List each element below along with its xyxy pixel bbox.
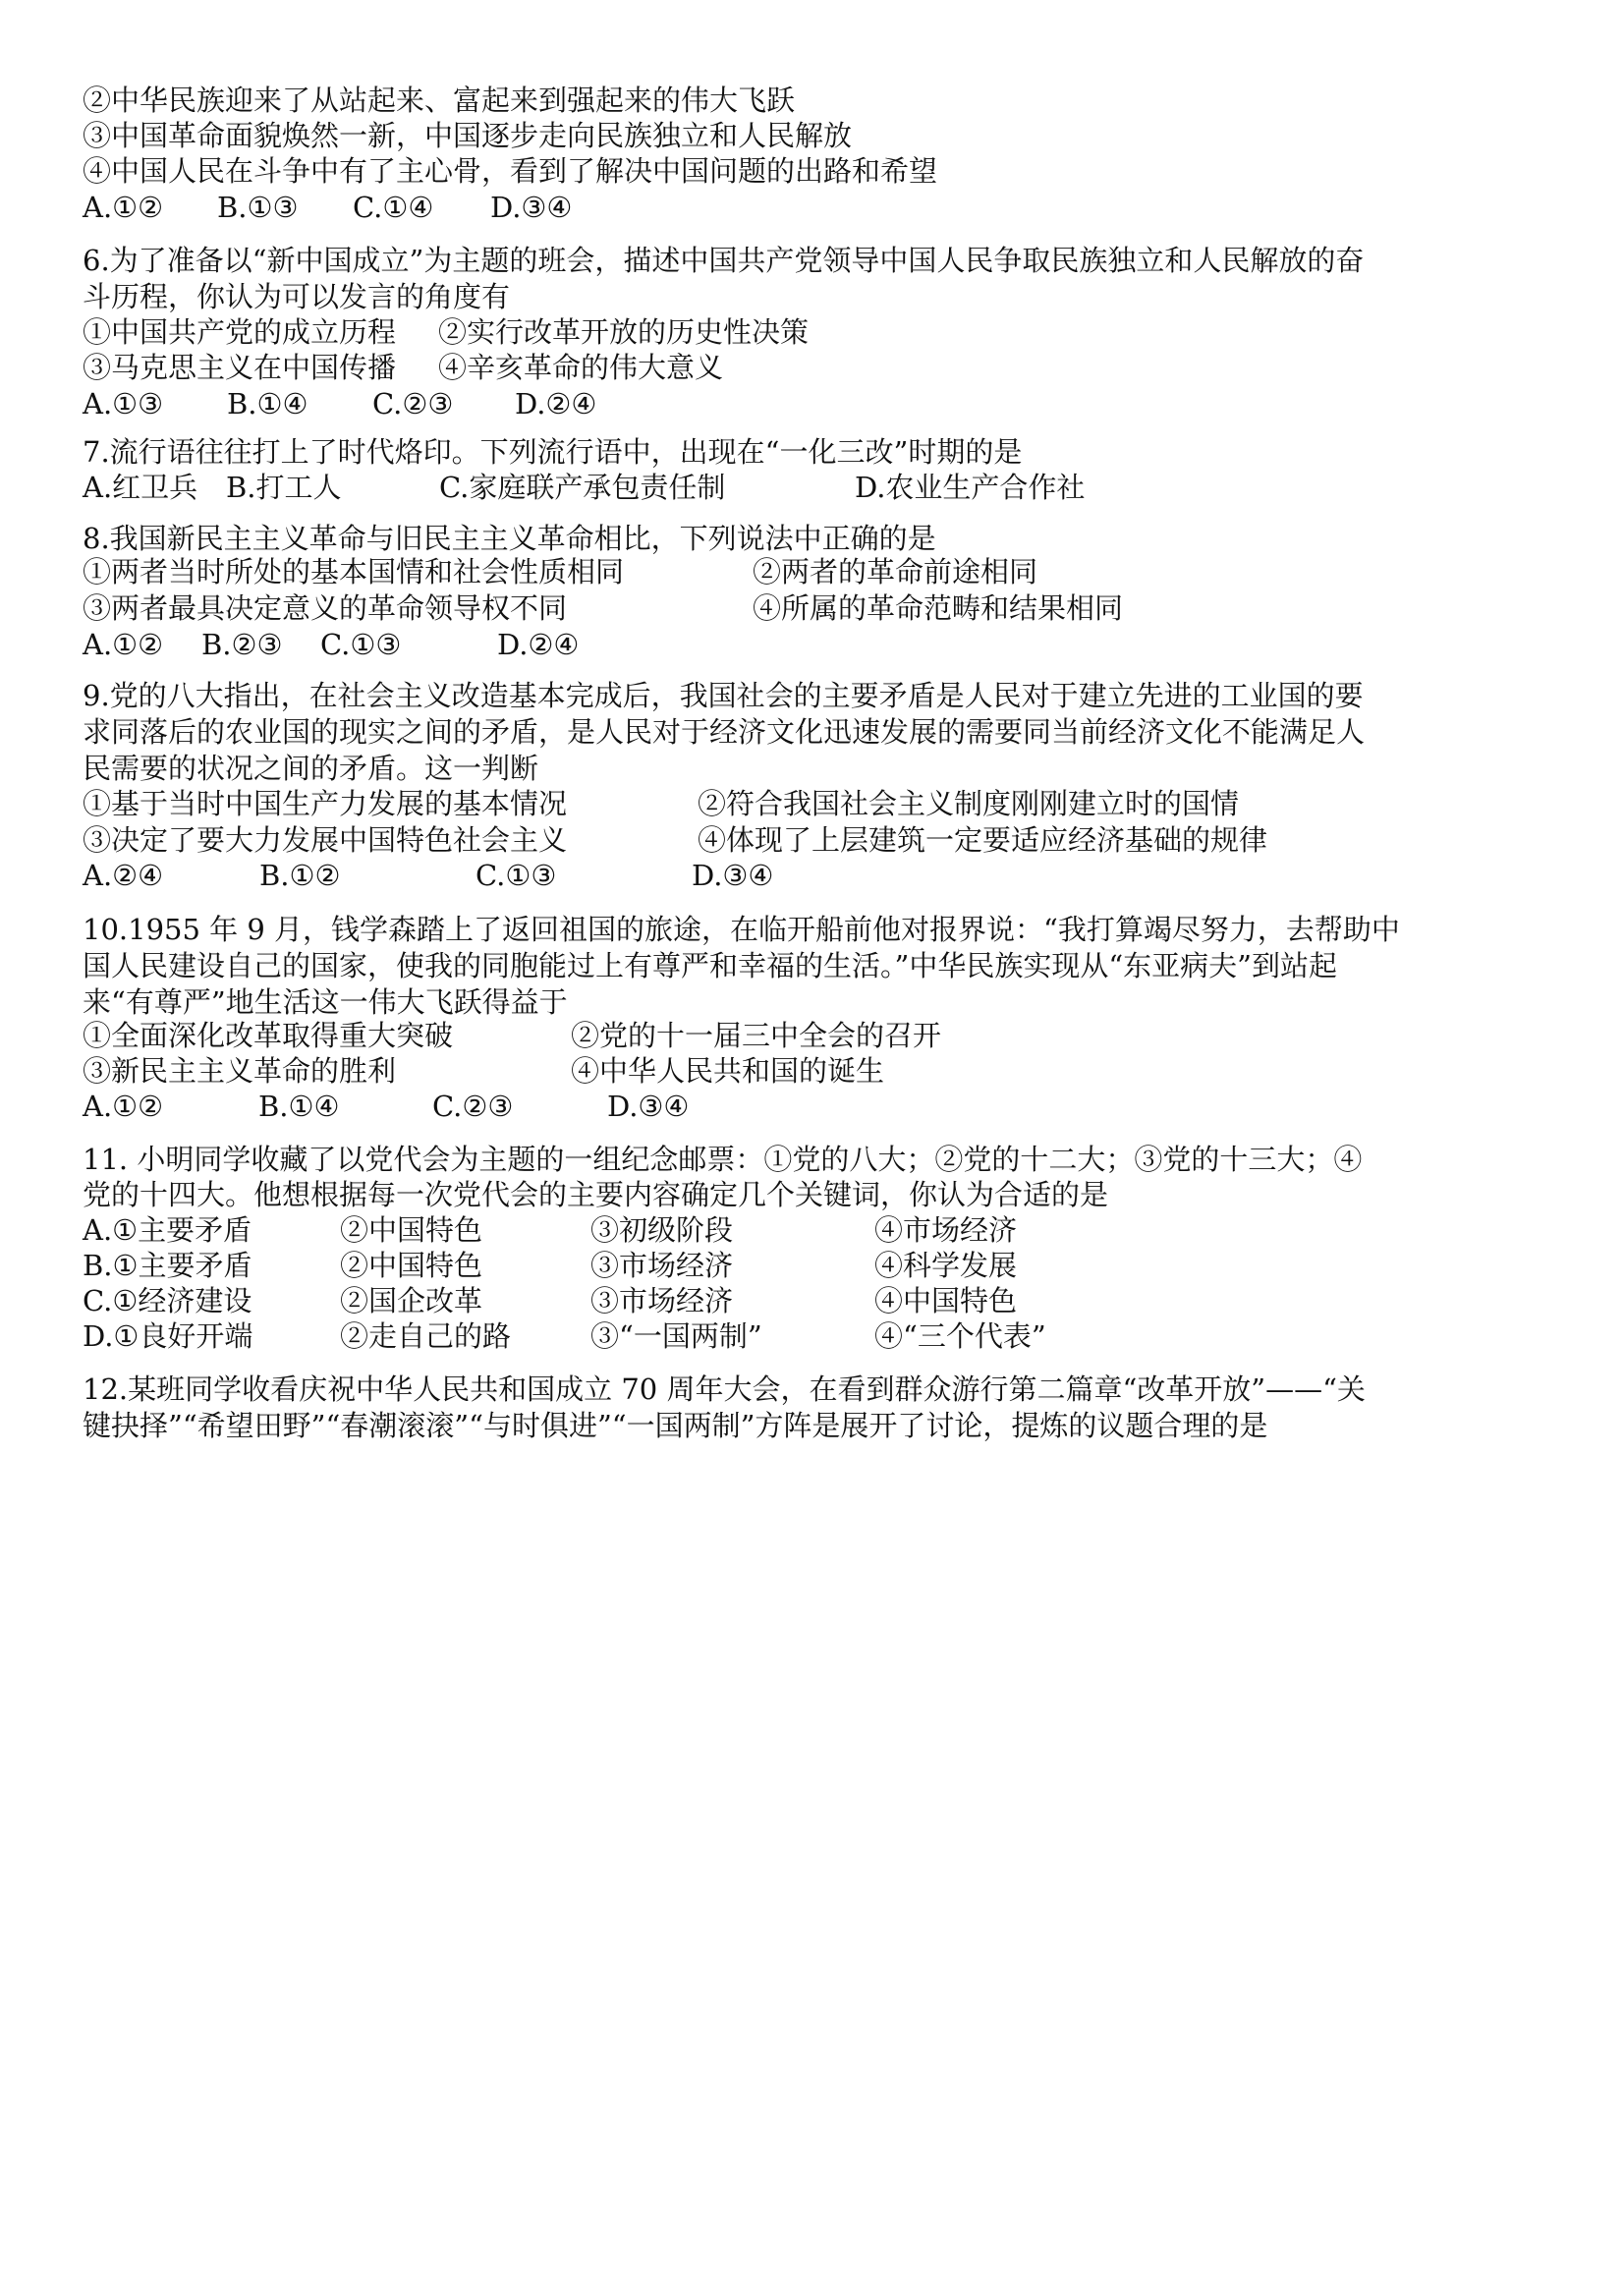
q11-a-item-3: ③初级阶段 xyxy=(590,1213,734,1247)
q5-option-2: ②中华民族迎来了从站起来、富起来到强起来的伟大飞跃 xyxy=(83,84,796,117)
q9-choice-b: B.①② xyxy=(259,859,341,892)
q8-choice-d: D.②④ xyxy=(497,628,580,661)
q11-d-item-1: D.①良好开端 xyxy=(83,1319,253,1353)
q9-choice-a: A.②④ xyxy=(83,859,164,892)
q12-stem-line-2: 键抉择”“希望田野”“春潮滚滚”“与时俱进”“一国两制”方阵是展开了讨论，提炼的议题合理的是 xyxy=(83,1409,1268,1442)
q6-option-2: ②实行改革开放的历史性决策 xyxy=(438,315,810,349)
q9-options-row-2 xyxy=(83,820,1556,860)
q6-options-row-1 xyxy=(83,312,1556,352)
q11-c-item-4: ④中国特色 xyxy=(874,1284,1018,1317)
q8-stem: 8.我国新民主主义革命与旧民主主义革命相比，下列说法中正确的是 xyxy=(83,522,936,555)
q8-choice-c: C.①③ xyxy=(320,628,402,661)
q9-option-1: ①基于当时中国生产力发展的基本情况 xyxy=(83,787,568,820)
q6-choices xyxy=(83,384,1556,423)
q11-a-item-1: A.①主要矛盾 xyxy=(83,1213,252,1247)
q11-d-item-3: ③“一国两制” xyxy=(590,1319,762,1353)
q9-option-3: ③决定了要大力发展中国特色社会主义 xyxy=(83,823,568,857)
q6-stem-line-2: 斗历程，你认为可以发言的角度有 xyxy=(83,280,511,313)
q8-choice-b: B.②③ xyxy=(201,628,283,661)
q9-option-2: ②符合我国社会主义制度刚刚建立时的国情 xyxy=(698,787,1240,820)
q10-option-3: ③新民主主义革命的胜利 xyxy=(83,1054,397,1088)
q8-options-row-1 xyxy=(83,552,1556,591)
q10-stem-line-3: 来“有尊严”地生活这一伟大飞跃得益于 xyxy=(83,985,568,1019)
q12-stem-line-1: 12.某班同学收看庆祝中华人民共和国成立 70 周年大会，在看到群众游行第二篇章“改革开放”——“关 xyxy=(83,1372,1366,1406)
q6-options-row-2 xyxy=(83,348,1556,387)
q6-choice-d: D.②④ xyxy=(515,387,597,420)
q7-choice-d: D.农业生产合作社 xyxy=(855,471,1086,504)
q10-option-2: ②党的十一届三中全会的召开 xyxy=(571,1019,942,1052)
q10-stem-line-2: 国人民建设自己的国家，使我的同胞能过上有尊严和幸福的生活。”中华民族实现从“东亚病夫”到站起 xyxy=(83,949,1337,982)
q11-stem-line-2: 党的十四大。他想根据每一次党代会的主要内容确定几个关键词，你认为合适的是 xyxy=(83,1178,1109,1211)
q11-b-item-3: ③市场经济 xyxy=(590,1249,734,1282)
q5-choice-d: D.③④ xyxy=(490,191,573,224)
q10-choice-a: A.①② xyxy=(83,1090,164,1123)
q8-option-3: ③两者最具决定意义的革命领导权不同 xyxy=(83,591,568,625)
q8-choices xyxy=(83,625,1556,664)
q11-c-item-3: ③市场经济 xyxy=(590,1284,734,1317)
q10-choice-b: B.①④ xyxy=(258,1090,340,1123)
q5-option-3: ③中国革命面貌焕然一新，中国逐步走向民族独立和人民解放 xyxy=(83,119,853,152)
q11-b-item-4: ④科学发展 xyxy=(874,1249,1018,1282)
q6-choice-c: C.②③ xyxy=(372,387,454,420)
q9-option-4: ④体现了上层建筑一定要适应经济基础的规律 xyxy=(698,823,1268,857)
q11-b-item-2: ②中国特色 xyxy=(340,1249,483,1282)
q11-c-item-1: C.①经济建设 xyxy=(83,1284,252,1317)
q7-choice-b: B.打工人 xyxy=(226,471,342,504)
q11-c-item-2: ②国企改革 xyxy=(340,1284,483,1317)
q11-a-item-2: ②中国特色 xyxy=(340,1213,483,1247)
q10-option-1: ①全面深化改革取得重大突破 xyxy=(83,1019,454,1052)
q8-option-1: ①两者当时所处的基本国情和社会性质相同 xyxy=(83,555,625,588)
q7-choice-a: A.红卫兵 xyxy=(83,471,198,504)
q10-option-4: ④中华人民共和国的诞生 xyxy=(571,1054,885,1088)
q9-stem-line-2: 求同落后的农业国的现实之间的矛盾，是人民对于经济文化迅速发展的需要同当前经济文化不能满足人 xyxy=(83,715,1366,749)
q6-choice-a: A.①③ xyxy=(83,387,164,420)
q5-choice-b: B.①③ xyxy=(217,191,299,224)
q10-choices xyxy=(83,1087,1556,1126)
q7-stem: 7.流行语往往打上了时代烙印。下列流行语中，出现在“一化三改”时期的是 xyxy=(83,435,1023,469)
q9-stem-line-3: 民需要的状况之间的矛盾。这一判断 xyxy=(83,752,539,785)
q8-option-4: ④所属的革命范畴和结果相同 xyxy=(753,591,1124,625)
q6-option-3: ③马克思主义在中国传播 xyxy=(83,351,397,384)
q9-choice-c: C.①③ xyxy=(476,859,557,892)
q11-d-item-4: ④“三个代表” xyxy=(874,1319,1046,1353)
q6-choice-b: B.①④ xyxy=(227,387,308,420)
q11-a-item-4: ④市场经济 xyxy=(874,1213,1018,1247)
q8-option-2: ②两者的革命前途相同 xyxy=(753,555,1038,588)
q5-choice-a: A.①② xyxy=(83,191,164,224)
q9-options-row-1 xyxy=(83,784,1556,823)
q6-stem-line-1: 6.为了准备以“新中国成立”为主题的班会，描述中国共产党领导中国人民争取民族独立和人民解放的奋 xyxy=(83,244,1365,277)
q10-stem-line-1: 10.1955 年 9 月，钱学森踏上了返回祖国的旅途，在临开船前他对报界说：“我打算竭尽努力，去帮助中 xyxy=(83,913,1400,946)
q5-choices xyxy=(83,188,1556,227)
q10-choice-d: D.③④ xyxy=(607,1090,690,1123)
q11-option-d xyxy=(83,1316,1556,1356)
q11-b-item-1: B.①主要矛盾 xyxy=(83,1249,252,1282)
q11-option-b xyxy=(83,1246,1556,1285)
q11-option-a xyxy=(83,1210,1556,1250)
q9-choices xyxy=(83,856,1556,895)
q8-options-row-2 xyxy=(83,588,1556,628)
q10-options-row-2 xyxy=(83,1051,1556,1091)
q9-stem-line-1: 9.党的八大指出，在社会主义改造基本完成后，我国社会的主要矛盾是人民对于建立先进的工业国的要 xyxy=(83,679,1364,712)
q11-stem-line-1: 11. 小明同学收藏了以党代会为主题的一组纪念邮票：①党的八大；②党的十二大；③党的十三大；④ xyxy=(83,1143,1363,1176)
q7-choices xyxy=(83,468,1556,507)
q8-choice-a: A.①② xyxy=(83,628,164,661)
q10-options-row-1 xyxy=(83,1016,1556,1055)
q10-choice-c: C.②③ xyxy=(432,1090,514,1123)
q7-choice-c: C.家庭联产承包责任制 xyxy=(439,471,726,504)
q6-option-4: ④辛亥革命的伟大意义 xyxy=(438,351,724,384)
q6-option-1: ①中国共产党的成立历程 xyxy=(83,315,397,349)
q11-d-item-2: ②走自己的路 xyxy=(340,1319,512,1353)
q9-choice-d: D.③④ xyxy=(692,859,774,892)
q5-choice-c: C.①④ xyxy=(353,191,434,224)
q11-option-c xyxy=(83,1281,1556,1320)
q5-option-4: ④中国人民在斗争中有了主心骨，看到了解决中国问题的出路和希望 xyxy=(83,154,938,188)
